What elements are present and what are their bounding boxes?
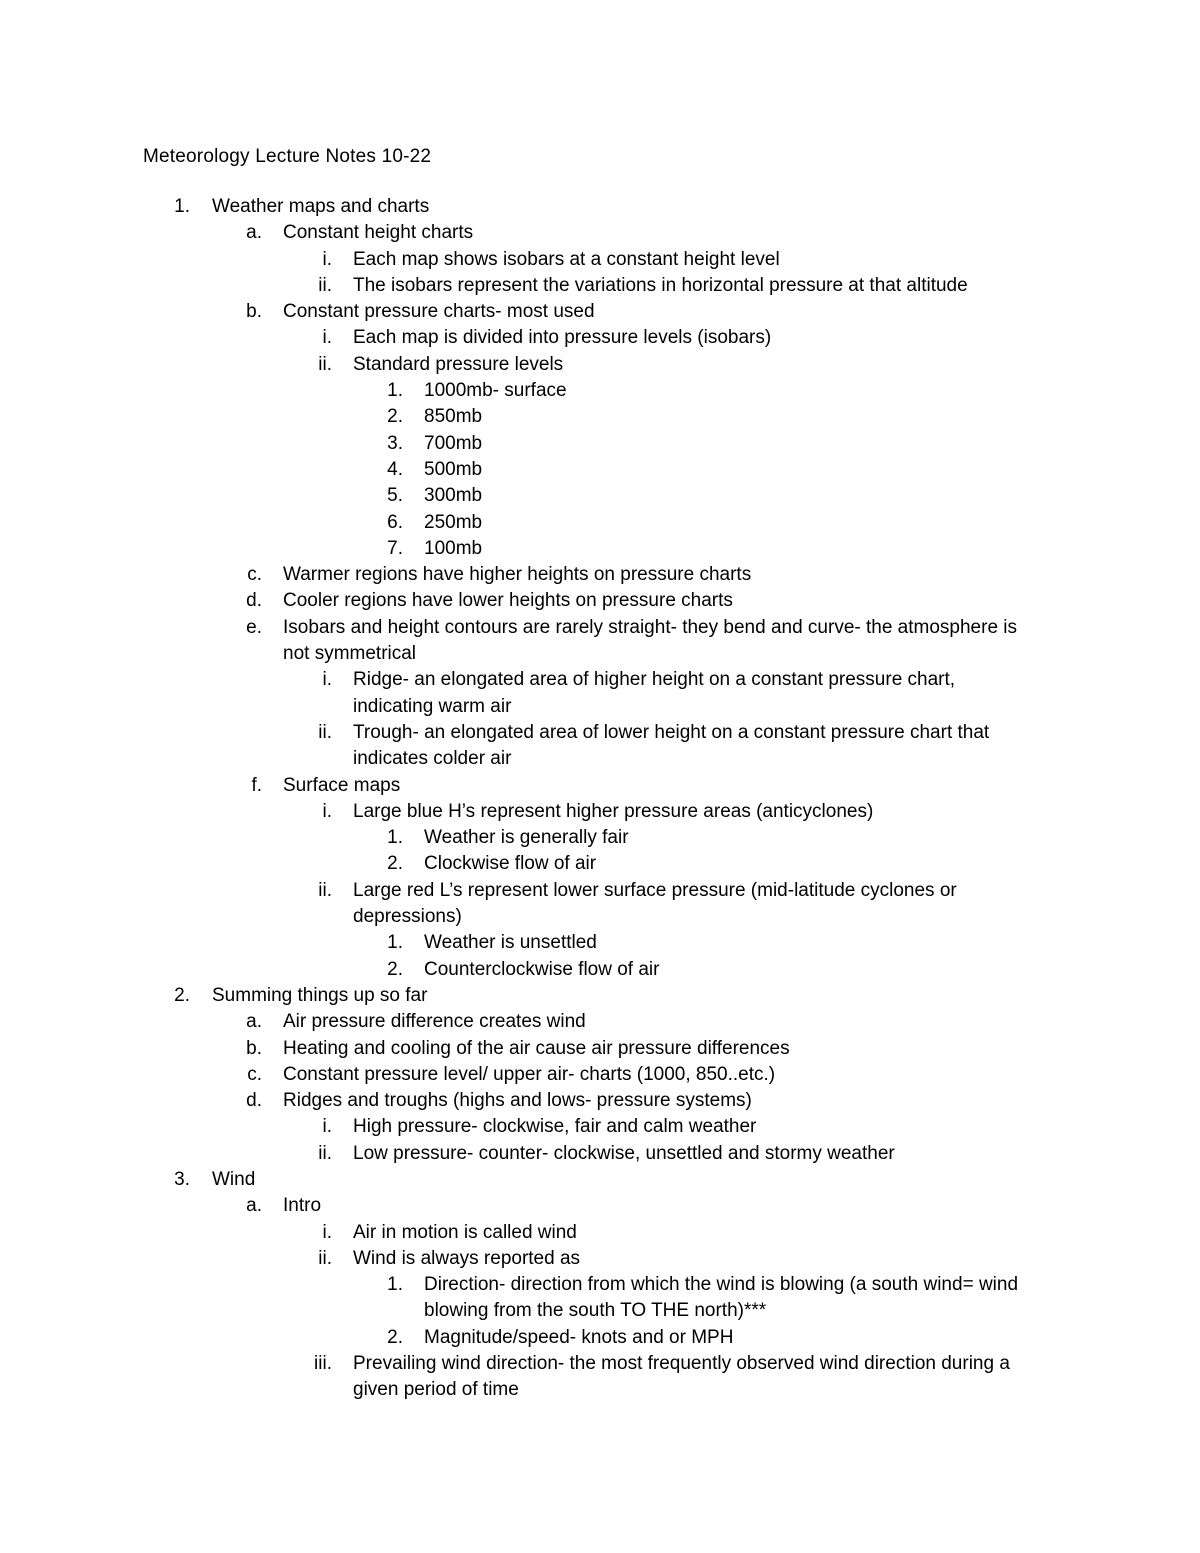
outline-item — [0, 273, 1200, 299]
list-item-text: High pressure- clockwise, fair and calm weather — [353, 1116, 757, 1138]
outline-item — [0, 720, 1200, 746]
list-item-text: 500mb — [424, 458, 483, 480]
list-marker: 1. — [387, 827, 403, 849]
list-item-text: Prevailing wind direction- the most frequently observed wind direction during a — [353, 1353, 1010, 1375]
list-marker: 4. — [387, 458, 403, 480]
list-item-text: Magnitude/speed- knots and or MPH — [424, 1326, 734, 1348]
outline-item — [0, 1325, 1200, 1351]
list-item-text: 850mb — [424, 406, 483, 428]
list-item-text: Wind — [212, 1168, 256, 1190]
document-title: Meteorology Lecture Notes 10-22 — [143, 146, 432, 167]
list-marker: b. — [246, 301, 262, 323]
list-item-text: Large blue H’s represent higher pressure areas (anticyclones) — [353, 800, 874, 822]
list-item-text: Warmer regions have higher heights on pressure charts — [283, 564, 752, 586]
outline-item — [0, 851, 1200, 877]
outline-item-continuation — [0, 1298, 1200, 1324]
list-marker: i. — [322, 248, 332, 270]
list-marker: 2. — [387, 958, 403, 980]
list-marker: ii. — [318, 353, 332, 375]
outline-item — [0, 483, 1200, 509]
list-marker: ii. — [318, 1247, 332, 1269]
list-item-text: Constant pressure level/ upper air- charts (1000, 850..etc.) — [283, 1063, 776, 1085]
outline-item — [0, 431, 1200, 457]
list-marker: 1. — [387, 1274, 403, 1296]
list-marker: 2. — [387, 406, 403, 428]
list-item-text: Low pressure- counter- clockwise, unsettled and stormy weather — [353, 1142, 895, 1164]
list-marker: d. — [246, 1090, 262, 1112]
list-item-text: The isobars represent the variations in horizontal pressure at that altitude — [353, 274, 968, 296]
list-marker: i. — [322, 669, 332, 691]
list-item-text: Direction- direction from which the wind is blowing (a south wind= wind — [424, 1274, 1019, 1296]
list-item-text: Isobars and height contours are rarely straight- they bend and curve- the atmosphere is — [283, 616, 1018, 638]
list-marker: 6. — [387, 511, 403, 533]
list-item-text: Counterclockwise flow of air — [424, 958, 660, 980]
outline-item — [0, 378, 1200, 404]
list-marker: c. — [247, 564, 262, 586]
list-marker: iii. — [314, 1353, 332, 1375]
list-marker: i. — [322, 327, 332, 349]
list-item-text: Large red L’s represent lower surface pressure (mid-latitude cyclones or — [353, 879, 957, 901]
outline-list — [0, 194, 1200, 1404]
list-marker: ii. — [318, 721, 332, 743]
outline-item — [0, 247, 1200, 273]
list-item-text: Constant height charts — [283, 222, 474, 244]
list-item-text: Trough- an elongated area of lower height on a constant pressure chart that — [353, 721, 990, 743]
list-item-text: Cooler regions have lower heights on pressure charts — [283, 590, 733, 612]
outline-item-continuation — [0, 1377, 1200, 1403]
outline-item — [0, 1272, 1200, 1298]
list-marker: i. — [322, 1116, 332, 1138]
outline-item — [0, 1036, 1200, 1062]
outline-item — [0, 1062, 1200, 1088]
outline-item — [0, 1246, 1200, 1272]
list-marker: 7. — [387, 537, 403, 559]
list-marker: 5. — [387, 485, 403, 507]
list-marker: ii. — [318, 1142, 332, 1164]
list-item-text: Each map is divided into pressure levels (isobars) — [353, 327, 772, 349]
list-item-text: Constant pressure charts- most used — [283, 301, 595, 323]
outline-item — [0, 1167, 1200, 1193]
outline-item-continuation — [0, 641, 1200, 667]
list-marker: a. — [246, 222, 262, 244]
list-marker: ii. — [318, 879, 332, 901]
outline-item — [0, 773, 1200, 799]
outline-item — [0, 1114, 1200, 1140]
outline-item — [0, 588, 1200, 614]
list-marker: c. — [247, 1063, 262, 1085]
outline-item-continuation — [0, 746, 1200, 772]
outline-item — [0, 878, 1200, 904]
outline-item — [0, 799, 1200, 825]
outline-item — [0, 562, 1200, 588]
list-item-text: Each map shows isobars at a constant height level — [353, 248, 780, 270]
list-item-text: 700mb — [424, 432, 483, 454]
list-marker: 1. — [387, 932, 403, 954]
outline-item — [0, 1193, 1200, 1219]
list-item-text: Intro — [283, 1195, 322, 1217]
outline-item — [0, 404, 1200, 430]
outline-item — [0, 667, 1200, 693]
outline-item — [0, 825, 1200, 851]
outline-item — [0, 299, 1200, 325]
list-marker: i. — [322, 1221, 332, 1243]
list-marker: i. — [322, 800, 332, 822]
outline-item — [0, 957, 1200, 983]
list-marker: e. — [246, 616, 262, 638]
list-item-text: 250mb — [424, 511, 483, 533]
list-item-text: Clockwise flow of air — [424, 853, 597, 875]
outline-item — [0, 457, 1200, 483]
list-marker: 1. — [387, 380, 403, 402]
list-item-text: Ridge- an elongated area of higher height on a constant pressure chart, — [353, 669, 956, 691]
outline-item — [0, 1220, 1200, 1246]
outline-item — [0, 1009, 1200, 1035]
list-item-text: Standard pressure levels — [353, 353, 564, 375]
list-item-text: Weather maps and charts — [212, 196, 430, 217]
list-item-text: Air pressure difference creates wind — [283, 1011, 586, 1033]
list-item-text: 1000mb- surface — [424, 380, 567, 402]
outline-item — [0, 983, 1200, 1009]
list-marker: 2. — [387, 1326, 403, 1348]
list-item-text: Weather is generally fair — [424, 827, 629, 849]
list-marker: b. — [246, 1037, 262, 1059]
outline-item — [0, 220, 1200, 246]
list-item-text: Summing things up so far — [212, 984, 428, 1006]
outline-item — [0, 352, 1200, 378]
list-item-text: indicates colder air — [353, 748, 512, 770]
list-item-text: Air in motion is called wind — [353, 1221, 577, 1243]
list-marker: 3. — [174, 1168, 190, 1190]
outline-item — [0, 615, 1200, 641]
list-item-text: Ridges and troughs (highs and lows- pressure systems) — [283, 1090, 752, 1112]
list-item-text: depressions) — [353, 906, 462, 928]
outline-item — [0, 194, 1200, 220]
outline-item — [0, 1141, 1200, 1167]
list-marker: a. — [246, 1011, 262, 1033]
outline-item — [0, 510, 1200, 536]
list-marker: a. — [246, 1195, 262, 1217]
list-item-text: Wind is always reported as — [353, 1247, 581, 1269]
list-item-text: indicating warm air — [353, 695, 512, 717]
list-item-text: 300mb — [424, 485, 483, 507]
list-marker: 2. — [174, 984, 190, 1006]
list-item-text: not symmetrical — [283, 643, 417, 665]
list-marker: 2. — [387, 853, 403, 875]
list-item-text: Surface maps — [283, 774, 401, 796]
list-item-text: given period of time — [353, 1379, 519, 1401]
outline-item-continuation — [0, 904, 1200, 930]
outline-item — [0, 1351, 1200, 1377]
outline-item — [0, 1088, 1200, 1114]
list-marker: 1. — [174, 196, 190, 217]
outline-item — [0, 325, 1200, 351]
outline-item — [0, 930, 1200, 956]
list-item-text: Weather is unsettled — [424, 932, 597, 954]
outline-item — [0, 536, 1200, 562]
list-item-text: 100mb — [424, 537, 483, 559]
list-item-text: Heating and cooling of the air cause air pressure differences — [283, 1037, 790, 1059]
outline-item-continuation — [0, 694, 1200, 720]
list-marker: f. — [251, 774, 262, 796]
list-item-text: blowing from the south TO THE north)*** — [424, 1300, 767, 1322]
list-marker: ii. — [318, 274, 332, 296]
list-marker: 3. — [387, 432, 403, 454]
list-marker: d. — [246, 590, 262, 612]
